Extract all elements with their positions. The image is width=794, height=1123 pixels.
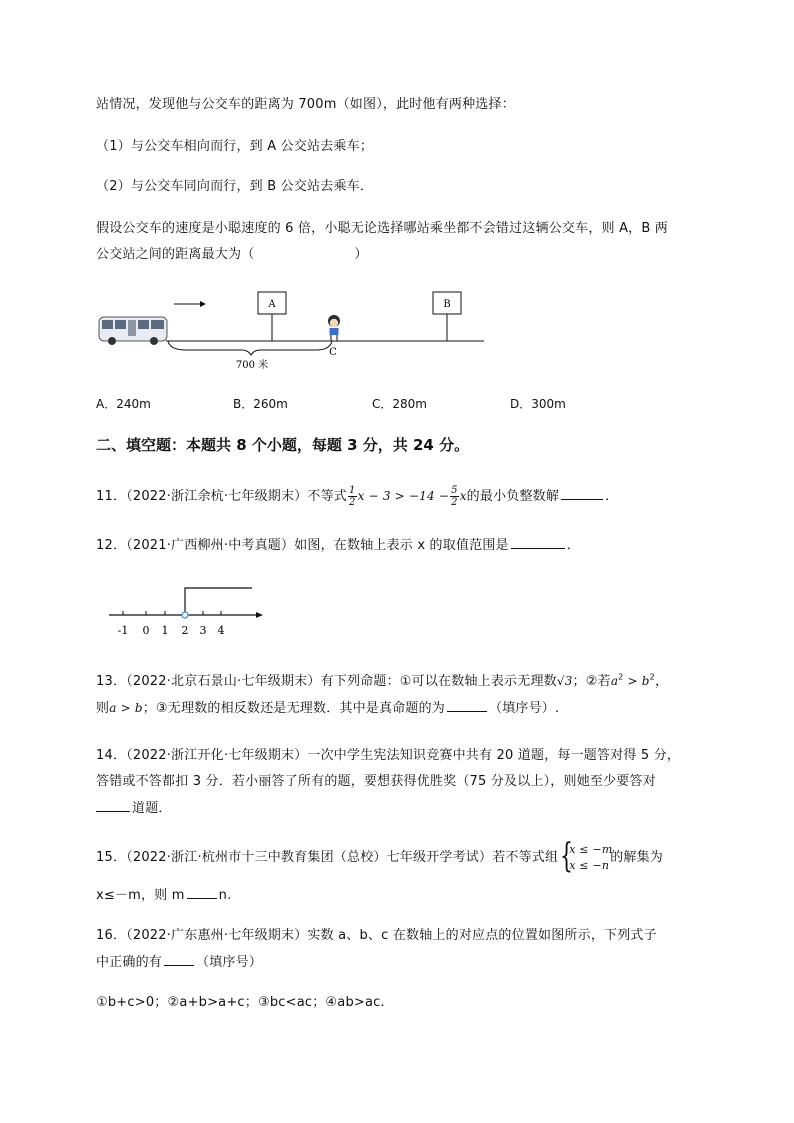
question-13-line-1	[96, 672, 668, 691]
stop-a-label: A	[268, 299, 276, 310]
q11-fraction-1: $\frac{1}{2}$	[349, 485, 356, 508]
number-line-figure	[106, 582, 266, 644]
intro-line-3-close: ）	[354, 247, 368, 262]
q14-answer-blank	[96, 799, 130, 812]
q16-l2-text: 中正确的有	[96, 955, 163, 970]
q11-answer-blank	[561, 487, 603, 500]
option-1: （1）与公交车相向而行，到 A 公交站去乘车；	[96, 139, 374, 154]
q11-expression-2: x	[459, 489, 467, 503]
q15-l2-end: n.	[218, 888, 232, 903]
tick-label-1: 1	[161, 624, 169, 637]
q11-fraction-2: $\frac{5}{2}$	[451, 485, 458, 508]
choice-c: C．280m	[372, 397, 427, 411]
arrow-head	[200, 301, 206, 307]
q16-answer-blank	[164, 953, 194, 966]
intro-line-2: 假设公交车的速度是小聪速度的 6 倍，小聪无论选择哪站乘坐都不会错过这辆公交车，则 A，B 两	[96, 221, 669, 236]
question-14-line-1: 14．（2022·浙江开化·七年级期末）一次中学生宪法知识竞赛中共有 20 道题，每一题答对得 5 分，	[96, 748, 681, 763]
q14-line-3-text: 道题．	[132, 801, 172, 816]
q15-answer-blank	[187, 886, 217, 899]
q13-l2-prefix: 则	[96, 701, 110, 716]
q15-suffix: 的解集为	[610, 850, 664, 865]
tick-label-neg1: -1	[117, 624, 129, 637]
stop-b-label: B	[443, 299, 451, 310]
intro-line-3	[96, 246, 368, 264]
question-16-line-2	[96, 953, 262, 972]
question-15-line-2	[96, 886, 231, 905]
q15-condition-1: x ≤ −m	[569, 842, 613, 856]
choice-d: D．300m	[510, 397, 566, 411]
point-c-label: C	[329, 347, 337, 358]
q13-answer-blank	[447, 699, 487, 712]
tick-label-2: 2	[181, 624, 189, 637]
question-11	[96, 484, 618, 508]
question-13-line-2	[96, 699, 559, 718]
q13-gt-b: > b	[623, 674, 650, 688]
choice-a: A．240m	[96, 397, 151, 411]
q11-prefix: 11．（2022·浙江余杭·七年级期末）不等式	[96, 489, 347, 504]
q15-condition-2: x ≤ −n	[569, 858, 610, 872]
question-12	[96, 536, 580, 555]
q11-suffix: 的最小负整数解	[466, 489, 560, 504]
q15-inequality-system: { x ≤ −m x ≤ −n	[560, 835, 613, 876]
q13-prefix: 13．（2022·北京石景山·七年级期末）有下列命题：①可以在数轴上表示无理数	[96, 674, 557, 689]
tick-label-4: 4	[217, 624, 225, 637]
question-14-line-2: 答错或不答都扣 3 分．若小丽答了所有的题，要想获得优胜奖（75 分及以上），则她至少要答对	[96, 774, 656, 789]
intro-line-1: 站情况，发现他与公交车的距离为 700m（如图），此时他有两种选择：	[96, 97, 515, 112]
bus-icon	[99, 317, 167, 345]
q13-b-exponent: 2	[649, 672, 655, 682]
question-16-line-3: ①b+c>0；②a+b>a+c；③bc<ac；④ab>ac.	[96, 995, 385, 1010]
q11-end: ．	[605, 489, 619, 504]
choice-b: B．260m	[233, 397, 288, 411]
q13-sqrt3: √3	[556, 674, 573, 688]
section-title: 二、填空题：本题共 8 个小题，每题 3 分，共 24 分。	[96, 436, 470, 454]
open-circle-at-2	[182, 612, 188, 618]
q15-prefix: 15．（2022·浙江·杭州市十三中教育集团（总校）七年级开学考试）若不等式组	[96, 850, 559, 865]
q13-comma: ，	[654, 674, 669, 689]
question-14-line-3	[96, 799, 172, 818]
number-line-arrow	[256, 612, 263, 618]
q12-text: 12．（2021·广西柳州·中考真题）如图，在数轴上表示 x 的取值范围是	[96, 538, 509, 553]
question-15-line-1	[96, 835, 664, 876]
q11-expression-1: x − 3 > −14 −	[357, 489, 450, 503]
distance-label: 700 米	[235, 360, 269, 371]
option-2: （2）与公交车同向而行，到 B 公交站去乘车．	[96, 179, 374, 194]
q13-a-exponent: 2	[618, 672, 624, 682]
tick-label-3: 3	[199, 624, 207, 637]
q16-l2-end: （填序号）	[196, 955, 263, 970]
q13-l2-end: （填序号）.	[489, 701, 560, 716]
q13-l2-text: ；③无理数的相反数还是无理数．其中是真命题的为	[142, 701, 445, 716]
question-16-line-1: 16．（2022·广东惠州·七年级期末）实数 a、b、c 在数轴上的对应点的位置如图所示，下列式子	[96, 928, 657, 943]
q13-l2-condition: a > b	[109, 701, 143, 715]
q13-a: a	[610, 674, 619, 688]
q12-answer-blank	[511, 536, 565, 549]
q12-end: ．	[566, 538, 580, 553]
range-indicator	[185, 588, 252, 615]
distance-brace	[168, 341, 332, 355]
intro-line-3-text: 公交站之间的距离最大为（	[96, 247, 255, 262]
person-icon	[328, 315, 340, 341]
q13-mid: ；②若	[572, 674, 611, 689]
tick-label-0: 0	[142, 624, 150, 637]
q15-l2-text: x≤－m，则 m	[96, 888, 185, 903]
bus-figure	[96, 288, 496, 374]
